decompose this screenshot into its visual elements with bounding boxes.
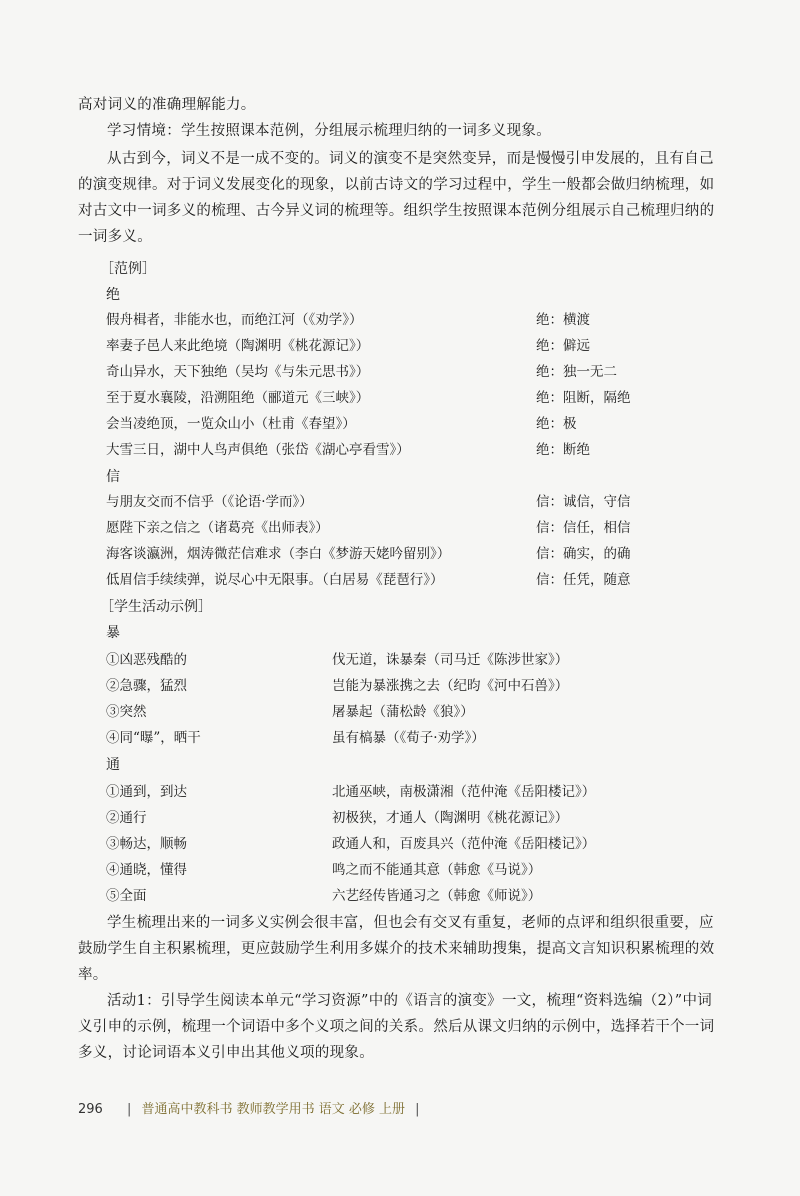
activity-meaning: ①通到，到达 [106,784,187,800]
footer-separator: | [415,1102,420,1117]
activity-row [106,858,666,882]
activity-row [106,674,666,698]
example-sentence: 至于夏水襄陵，沿溯阻绝（郦道元《三峡》） [106,390,370,406]
activity-meaning: ①凶恶残酷的 [106,652,187,668]
activity-sentence: 鸣之而不能通其意（韩愈《马说》） [332,862,542,878]
page-number: 296 [78,1102,103,1117]
activity-sentence: 虽有槁暴（《荀子·劝学》） [332,730,485,746]
activity-meaning: ②急骤，猛烈 [106,678,187,694]
paragraph-word-evolution: 从古到今，词义不是一成不变的。词义的演变不是突然变异，而是慢慢引申发展的，且有自己的演变规律。对于词义发展变化的现象，以前古诗文的学习过程中，学生一般都会做归纳梳理，如对古文中一词多义的梳理、古今异义词的梳理等。组织学生按照课本范例分组展示自己梳理归纳的一词多义。 [78,151,715,245]
example-row [106,412,666,436]
example-sentence: 与朋友交而不信乎（《论语·学而》） [106,494,313,510]
example-sentence: 大雪三日，湖中人鸟声俱绝（张岱《湖心亭看雪》） [106,442,410,458]
activity-row [106,806,666,830]
example-section-tag: ［范例］ [100,261,156,277]
example-meaning: 信：任凭，随意 [536,572,631,588]
example-row [106,386,666,410]
activity-sentence: 伐无道，诛暴秦（司马迁《陈涉世家》） [332,652,569,668]
example-row [106,308,666,332]
example-meaning: 信：信任，相信 [536,520,631,536]
activity-meaning: ③突然 [106,704,147,720]
example-meaning: 绝：横渡 [536,312,590,328]
example-sentence: 会当凌绝顶，一览众山小（杜甫《春望》） [106,416,356,432]
activity-meaning: ⑤全面 [106,888,147,904]
activity-meaning: ③畅达，顺畅 [106,836,187,852]
example-sentence: 率妻子邑人来此绝境（陶渊明《桃花源记》） [106,338,370,354]
word-head-xin: 信 [106,469,120,485]
paragraph-activity-1: 活动1：引导学生阅读本单元“学习资源”中的《语言的演变》一文，梳理“资料选编（2）”中词义引申的示例，梳理一个词语中多个义项之间的关系。然后从课文归纳的示例中，选择若干个一词多义，讨论词语本义引申出其他义项的现象。 [78,993,715,1061]
example-row [106,542,666,566]
example-meaning: 信：诚信，守信 [536,494,631,510]
paragraph-learning-context: 学习情境：学生按照课本范例，分组展示梳理归纳的一词多义现象。 [107,123,551,139]
activity-sentence: 北通巫峡，南极潇湘（范仲淹《岳阳楼记》） [332,784,596,800]
example-sentence: 奇山异水，天下独绝（吴均《与朱元思书》） [106,364,370,380]
example-row [106,438,666,462]
example-row [106,490,666,514]
paragraph-intro: 高对词义的准确理解能力。 [78,97,256,113]
example-row [106,360,666,384]
activity-row [106,780,666,804]
activity-sentence: 六艺经传皆通习之（韩愈《师说》） [332,888,542,904]
activity-row [106,700,666,724]
word-head-tong: 通 [106,757,120,773]
example-meaning: 绝：阻断，隔绝 [536,390,631,406]
activity-meaning: ④通晓，懂得 [106,862,187,878]
example-sentence: 假舟楫者，非能水也，而绝江河（《劝学》） [106,312,363,328]
example-row [106,516,666,540]
activity-row [106,726,666,750]
activity-section-tag: ［学生活动示例］ [100,599,212,615]
activity-meaning: ②通行 [106,810,147,826]
activity-sentence: 政通人和，百废具兴（范仲淹《岳阳楼记》） [332,836,596,852]
activity-sentence: 初极狭，才通人（陶渊明《桃花源记》） [332,810,569,826]
activity-row [106,884,666,908]
activity-row [106,648,666,672]
activity-meaning: ④同“曝”，晒干 [106,730,201,746]
book-title: 普通高中教科书 教师教学用书 语文 必修 上册 [141,1102,406,1117]
page-footer [78,1098,426,1117]
paragraph-teacher-note: 学生梳理出来的一词多义实例会很丰富，但也会有交叉有重复，老师的点评和组织很重要，应鼓励学生自主积累梳理，更应鼓励学生利用多媒介的技术来辅助搜集，提高文言知识积累梳理的效率。 [78,915,715,983]
activity-sentence: 屠暴起（蒲松龄《狼》） [332,704,474,720]
example-row [106,568,666,592]
example-meaning: 信：确实，的确 [536,546,631,562]
example-sentence: 愿陛下亲之信之（诸葛亮《出师表》） [106,520,329,536]
footer-separator: | [126,1102,132,1117]
activity-row [106,832,666,856]
word-head-bao: 暴 [106,625,120,641]
example-meaning: 绝：极 [536,416,577,432]
example-meaning: 绝：断绝 [536,442,590,458]
example-meaning: 绝：独一无二 [536,364,617,380]
word-head-jue: 绝 [106,287,120,303]
example-meaning: 绝：僻远 [536,338,590,354]
example-sentence: 低眉信手续续弹，说尽心中无限事。（白居易《琵琶行》） [106,572,444,588]
activity-sentence: 岂能为暴涨携之去（纪昀《河中石兽》） [332,678,569,694]
example-sentence: 海客谈瀛洲，烟涛微茫信难求（李白《梦游天姥吟留别》） [106,546,451,562]
example-row [106,334,666,358]
